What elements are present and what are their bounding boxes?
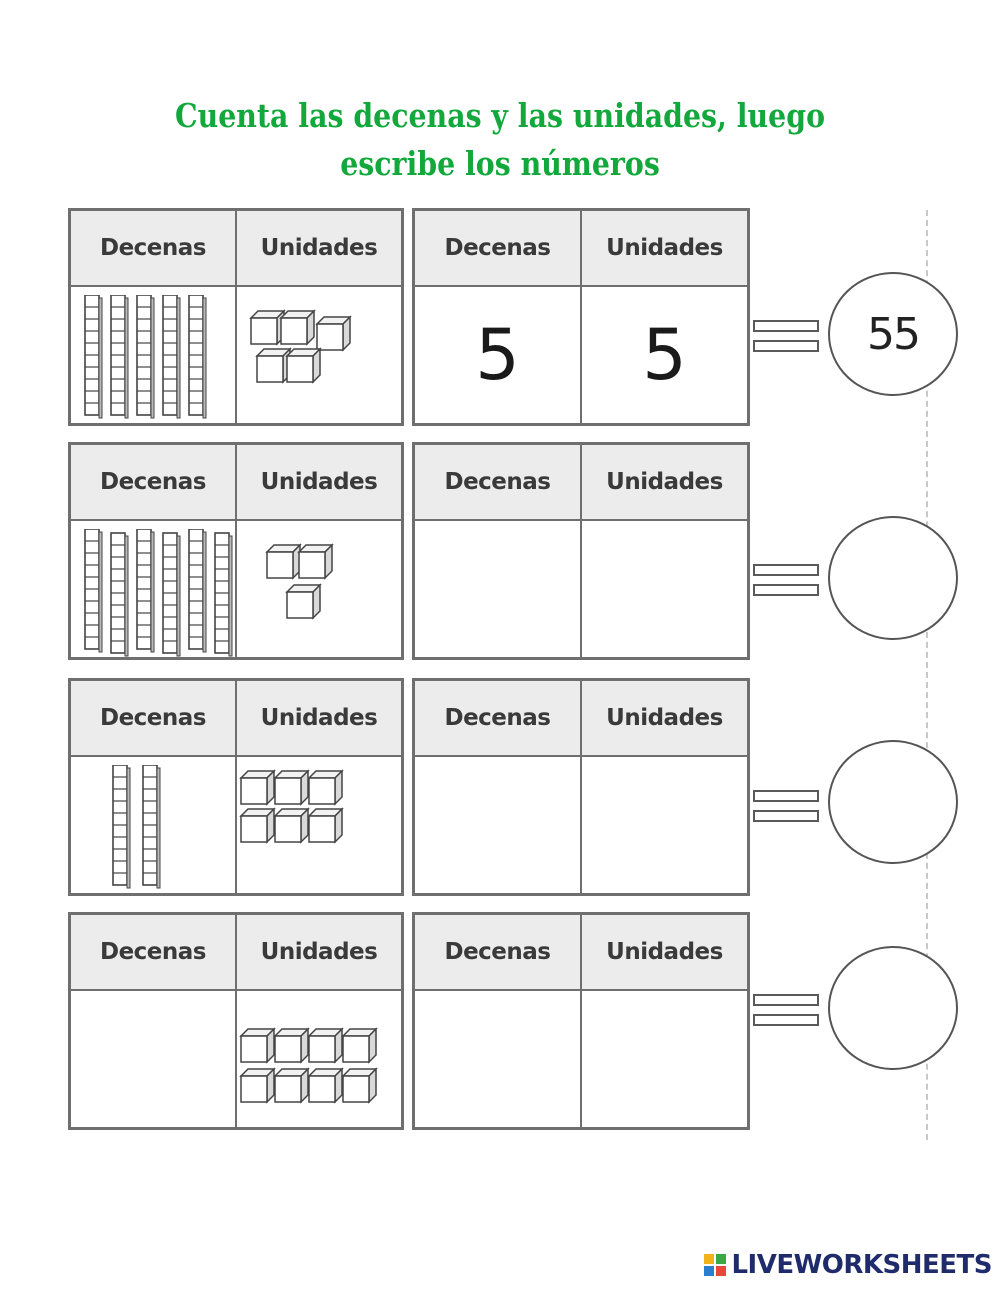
exercise-row-3 [68,678,938,898]
unit-cube [241,1069,274,1102]
equals-sign-icon [753,320,823,356]
tens-rod [189,529,206,652]
equals-sign-icon [753,994,823,1030]
unidades-header: Unidades [581,444,748,520]
base-ten-table [68,442,404,660]
brand-name: LIVEWORKSHEETS [731,1250,992,1280]
unit-cube [287,349,320,382]
tens-rod [111,295,128,418]
unit-cubes-icon [237,287,397,417]
unit-cube [257,349,290,382]
tens-rod [137,529,154,652]
unidades-header: Unidades [236,680,402,756]
answer-table [412,442,750,660]
tens-rod [215,533,232,656]
tens-rod [113,765,130,888]
unidades-header: Unidades [236,914,402,990]
result-field[interactable]: 55 [828,272,958,396]
decenas-answer-field[interactable]: 5 [414,286,581,424]
liveworksheets-logo-icon [703,1253,727,1277]
base-ten-table [68,208,404,426]
decenas-answer-field[interactable] [414,520,581,658]
unit-cube [281,311,314,344]
unit-cube [241,1029,274,1062]
tens-cell [70,286,236,424]
units-cell [236,286,402,424]
unidades-answer-field[interactable]: 5 [581,286,748,424]
tens-rods-icon [81,529,241,659]
unit-cube [299,545,332,578]
decenas-header: Decenas [414,210,581,286]
tens-rods-icon [81,999,241,1129]
tens-rod [137,295,154,418]
unit-cube [309,1029,342,1062]
unit-cubes-icon [237,991,397,1121]
tens-rod [111,533,128,656]
unit-cube [309,771,342,804]
units-cell [236,756,402,894]
unit-cube [275,809,308,842]
equals-sign-icon [753,790,823,826]
decenas-answer-field[interactable] [414,990,581,1128]
exercise-row-2 [68,442,938,662]
tens-rods-icon [81,295,231,425]
unit-cube [251,311,284,344]
tens-cell [70,520,236,658]
unit-cube [343,1069,376,1102]
unidades-header: Unidades [581,680,748,756]
equals-sign-icon [753,564,823,600]
unit-cube [241,771,274,804]
result-field[interactable] [828,740,958,864]
units-cell [236,520,402,658]
decenas-header: Decenas [70,914,236,990]
unidades-header: Unidades [236,210,402,286]
result-field[interactable] [828,516,958,640]
unit-cubes-icon [237,521,397,651]
unit-cube [309,1069,342,1102]
decenas-header: Decenas [414,680,581,756]
unidades-answer-field[interactable] [581,520,748,658]
unit-cube [309,809,342,842]
decenas-header: Decenas [70,680,236,756]
answer-table [412,912,750,1130]
tens-cell [70,990,236,1128]
footer-brand[interactable] [703,1250,992,1280]
unit-cube [275,771,308,804]
unidades-header: Unidades [581,914,748,990]
decenas-answer-field[interactable] [414,756,581,894]
unidades-answer-field[interactable] [581,756,748,894]
tens-rod [85,295,102,418]
result-field[interactable] [828,946,958,1070]
tens-rod [189,295,206,418]
exercise-row-1 [68,208,938,428]
decenas-header: Decenas [70,444,236,520]
base-ten-table [68,678,404,896]
decenas-header: Decenas [414,914,581,990]
unit-cube [267,545,300,578]
tens-rod [143,765,160,888]
worksheet-title: Cuenta las decenas y las unidades, luego escribe los números [175,96,825,183]
unit-cube [343,1029,376,1062]
unidades-answer-field[interactable] [581,990,748,1128]
base-ten-table [68,912,404,1130]
unidades-header: Unidades [581,210,748,286]
tens-rod [163,533,180,656]
unit-cube [275,1069,308,1102]
unit-cubes-icon [237,757,397,887]
tens-rod [85,529,102,652]
unit-cube [275,1029,308,1062]
tens-rod [163,295,180,418]
units-cell [236,990,402,1128]
answer-table [412,678,750,896]
unit-cube [287,585,320,618]
unit-cube [317,317,350,350]
unidades-header: Unidades [236,444,402,520]
tens-cell [70,756,236,894]
unit-cube [241,809,274,842]
answer-table [412,208,750,426]
tens-rods-icon [81,765,241,895]
exercise-row-4 [68,912,938,1132]
decenas-header: Decenas [414,444,581,520]
decenas-header: Decenas [70,210,236,286]
